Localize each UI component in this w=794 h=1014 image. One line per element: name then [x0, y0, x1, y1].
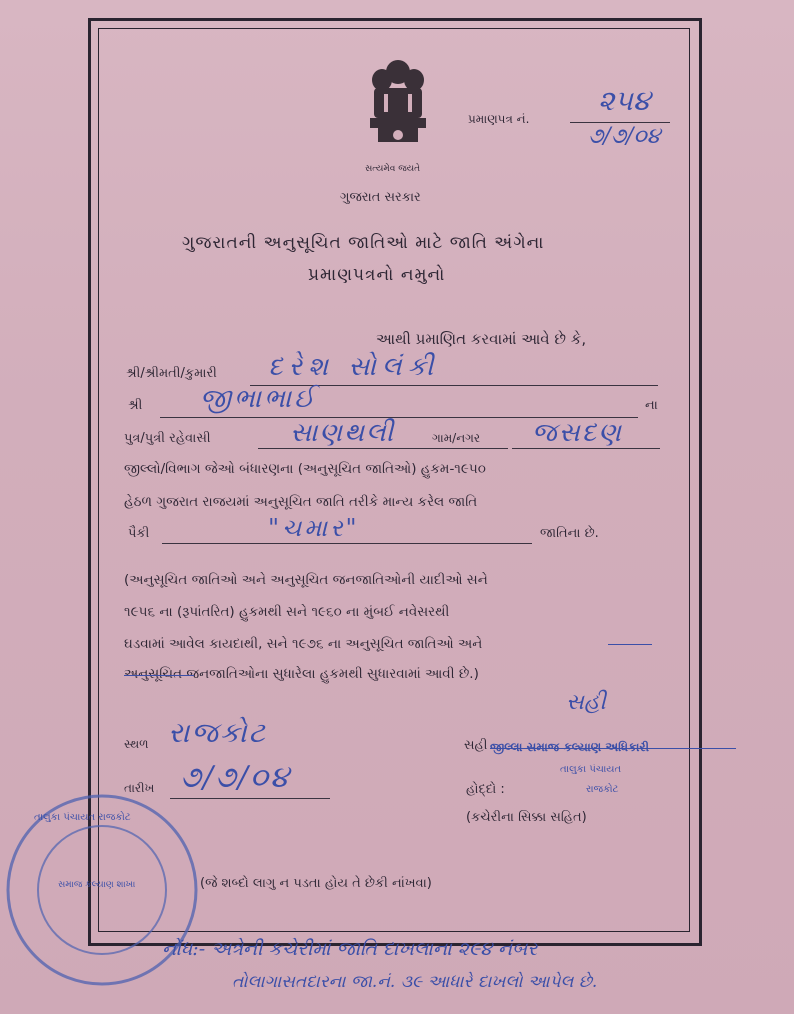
village-value: સાણથલી: [290, 418, 396, 448]
father-label: શ્રી: [128, 398, 143, 413]
signature-label: સહી: [464, 738, 488, 753]
town-value: જસદણ: [532, 418, 623, 448]
certificate-no-line: [570, 122, 670, 123]
intro-text: આથી પ્રમાણિત કરવામાં આવે છે કે,: [376, 330, 587, 348]
seal-note: (કચેરીના સિક્કા સહિત): [466, 810, 587, 825]
resident-label: પુત્ર/પુત્રી રહેવાસી: [124, 431, 211, 446]
place-label: સ્થળ: [124, 737, 149, 751]
note-line2: ૧૯૫૬ ના (રૂપાંતરિત) હુકમથી સને ૧૯૬૦ ના મુંબઈ નવેસરથી: [124, 604, 450, 620]
note-line1: (અનુસૂચિત જાતિઓ અને અનુસૂચિત જનજાતિઓની યાદીઓ સને: [124, 572, 488, 588]
heading-line1: ગુજરાતની અનુસૂચિત જાતિઓ માટે જાતિ અંગેના: [182, 233, 545, 253]
name-label: શ્રી/શ્રીમતી/કુમારી: [126, 366, 217, 381]
signature-mark: સહી: [566, 690, 606, 715]
father-suffix: ના: [645, 398, 658, 413]
certificate-number: ૨૫૪: [598, 84, 651, 117]
footer-note-line2: તોલાગાસતદારના જા.નં. ૩૯ આધારે દાખલો આપેલ છે.: [232, 972, 598, 992]
strike-anusuchit: [124, 675, 194, 676]
body-line1: જીલ્લો/વિભાગ જેઓ બંધારણના (અનુસૂચિત જાતિઓ) હુકમ-૧૯૫૦: [124, 461, 486, 477]
designation-struck: જીલ્લા સમાજ કલ્યાણ અધિકારી: [490, 740, 650, 754]
office-stamp-line2: રાજકોટ: [586, 784, 619, 795]
national-emblem-icon: [360, 50, 436, 170]
post-label: હોદ્દો :: [466, 782, 505, 797]
name-value: દરેશ સોલંકી: [268, 352, 440, 382]
instruction-text: (જે શબ્દો લાગુ ન પડતા હોય તે છેકી નાંખવા): [200, 876, 432, 891]
village-label: ગામ/નગર: [432, 431, 481, 445]
body-line2: હેઠળ ગુજરાત રાજયમાં અનુસૂચિત જાતિ તરીકે માન્ય કરેલ જાતિ: [124, 494, 478, 510]
caste-label: પૈકી: [128, 526, 150, 541]
strike-ane: [608, 644, 652, 645]
issuer: ગુજરાત સરકાર: [340, 190, 421, 205]
certificate-no-label: પ્રમાણપત્ર નં.: [468, 112, 530, 126]
office-stamp-line1: તાલુકા પંચાયત: [560, 764, 622, 775]
note-line3: ઘડવામાં આવેલ કાયદાથી, સને ૧૯૭૬ ના અનુસૂચિત જાતિઓ અને: [124, 636, 483, 652]
certificate-date: ૭/૭/૦૪: [588, 124, 661, 149]
designation-strike: [490, 748, 736, 749]
date-label: તારીખ: [124, 781, 155, 795]
caste-line: [162, 543, 532, 544]
caste-suffix: જાતિના છે.: [540, 526, 599, 541]
seal-center: સમાજ કલ્યાણ શાખા: [58, 880, 136, 890]
place-value: રાજકોટ: [168, 716, 267, 749]
father-value: જીભાભાઈ: [200, 384, 318, 414]
heading-line2: પ્રમાણપત્રનો નમુનો: [308, 265, 446, 285]
date-value: ૭/૭/૦૪: [180, 760, 291, 795]
footer-note-line1: નોંધ:- અત્રેની કચેરીમાં જાતિ દાખલાના ૨૯૪ નંબર: [162, 938, 538, 960]
caste-value: "ચમાર": [268, 514, 360, 542]
note-line4: અનુસૂચિત જનજાતિઓના સુધારેલા હુકમથી સુધારવામાં આવી છે.): [124, 666, 479, 682]
emblem-motto: સત્યમેવ જયતે: [365, 164, 421, 174]
seal-text: તાલુકા પંચાયત રાજકોટ: [34, 812, 131, 823]
